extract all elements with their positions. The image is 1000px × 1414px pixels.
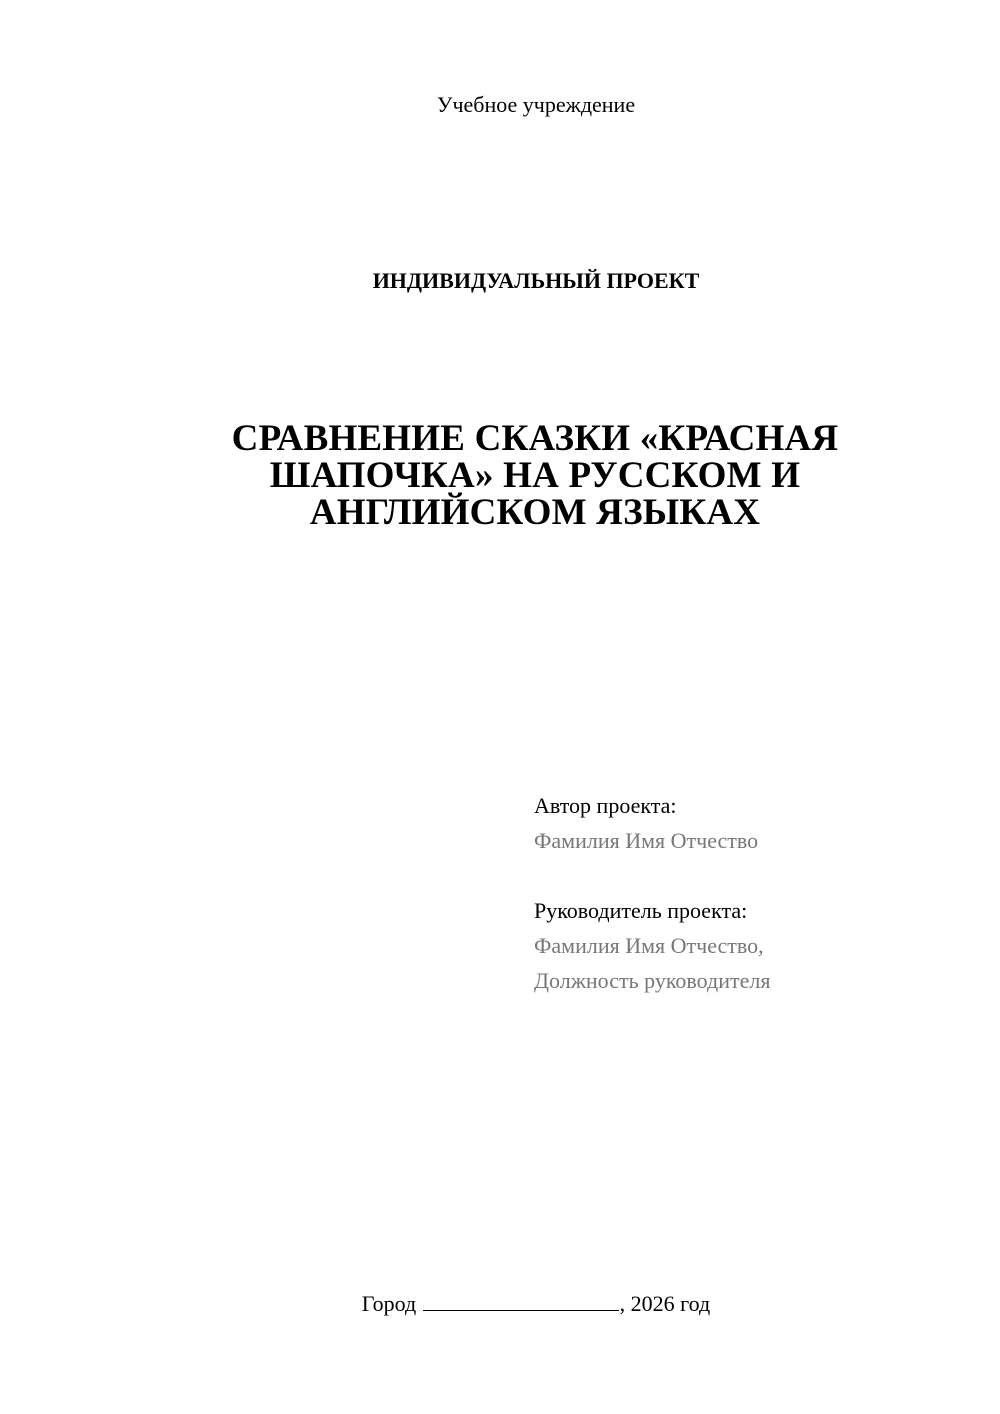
project-credits xyxy=(534,788,770,998)
project-title-line: АНГЛИЙСКОМ ЯЗЫКАХ xyxy=(309,492,761,533)
supervisor-name: Фамилия Имя Отчество, xyxy=(534,933,764,958)
year-text: , 2026 год xyxy=(619,1291,711,1316)
city-year-footer xyxy=(0,1290,1000,1318)
project-title xyxy=(200,420,870,531)
project-title-line: ШАПОЧКА» НА РУССКОМ И xyxy=(269,455,801,496)
author-block xyxy=(534,788,770,858)
city-label: Город xyxy=(361,1291,417,1316)
supervisor-block xyxy=(534,893,770,998)
supervisor-position: Должность руководителя xyxy=(534,968,771,993)
project-title-line: СРАВНЕНИЕ СКАЗКИ «КРАСНАЯ xyxy=(231,418,839,459)
author-name: Фамилия Имя Отчество xyxy=(534,828,759,853)
project-type-heading: ИНДИВИДУАЛЬНЫЙ ПРОЕКТ xyxy=(372,268,700,293)
institution-name: Учебное учреждение xyxy=(436,92,636,117)
city-blank-line xyxy=(423,1292,619,1311)
author-label: Автор проекта: xyxy=(534,793,677,818)
supervisor-label: Руководитель проекта: xyxy=(534,898,748,923)
